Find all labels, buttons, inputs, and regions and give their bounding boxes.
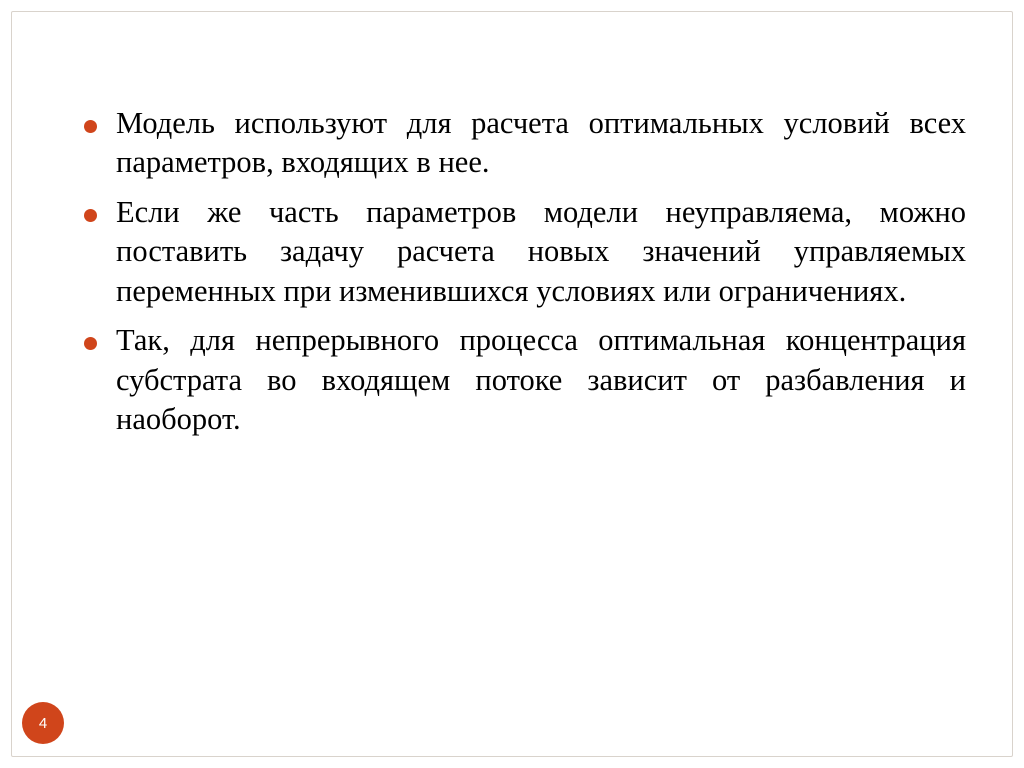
list-item bbox=[78, 321, 966, 439]
bullet-list bbox=[78, 104, 966, 440]
slide-body bbox=[78, 104, 966, 440]
page-number-badge bbox=[22, 702, 64, 744]
bullet-text: Если же часть параметров модели неуправляема, можно поставить задачу расчета новых значений управляемых переменных при изменившихся условиях или ограничениях. bbox=[116, 194, 966, 308]
bullet-text: Так, для непрерывного процесса оптимальная концентрация субстрата во входящем потоке зависит от разбавления и наоборот. bbox=[116, 323, 966, 437]
page-number-label: 4 bbox=[38, 714, 48, 732]
bullet-dot-icon bbox=[84, 120, 97, 133]
bullet-text: Модель используют для расчета оптимальных условий всех параметров, входящих в нее. bbox=[116, 106, 966, 180]
list-item bbox=[78, 193, 966, 311]
list-item bbox=[78, 104, 966, 183]
bullet-dot-icon bbox=[84, 209, 97, 222]
bullet-dot-icon bbox=[84, 337, 97, 350]
